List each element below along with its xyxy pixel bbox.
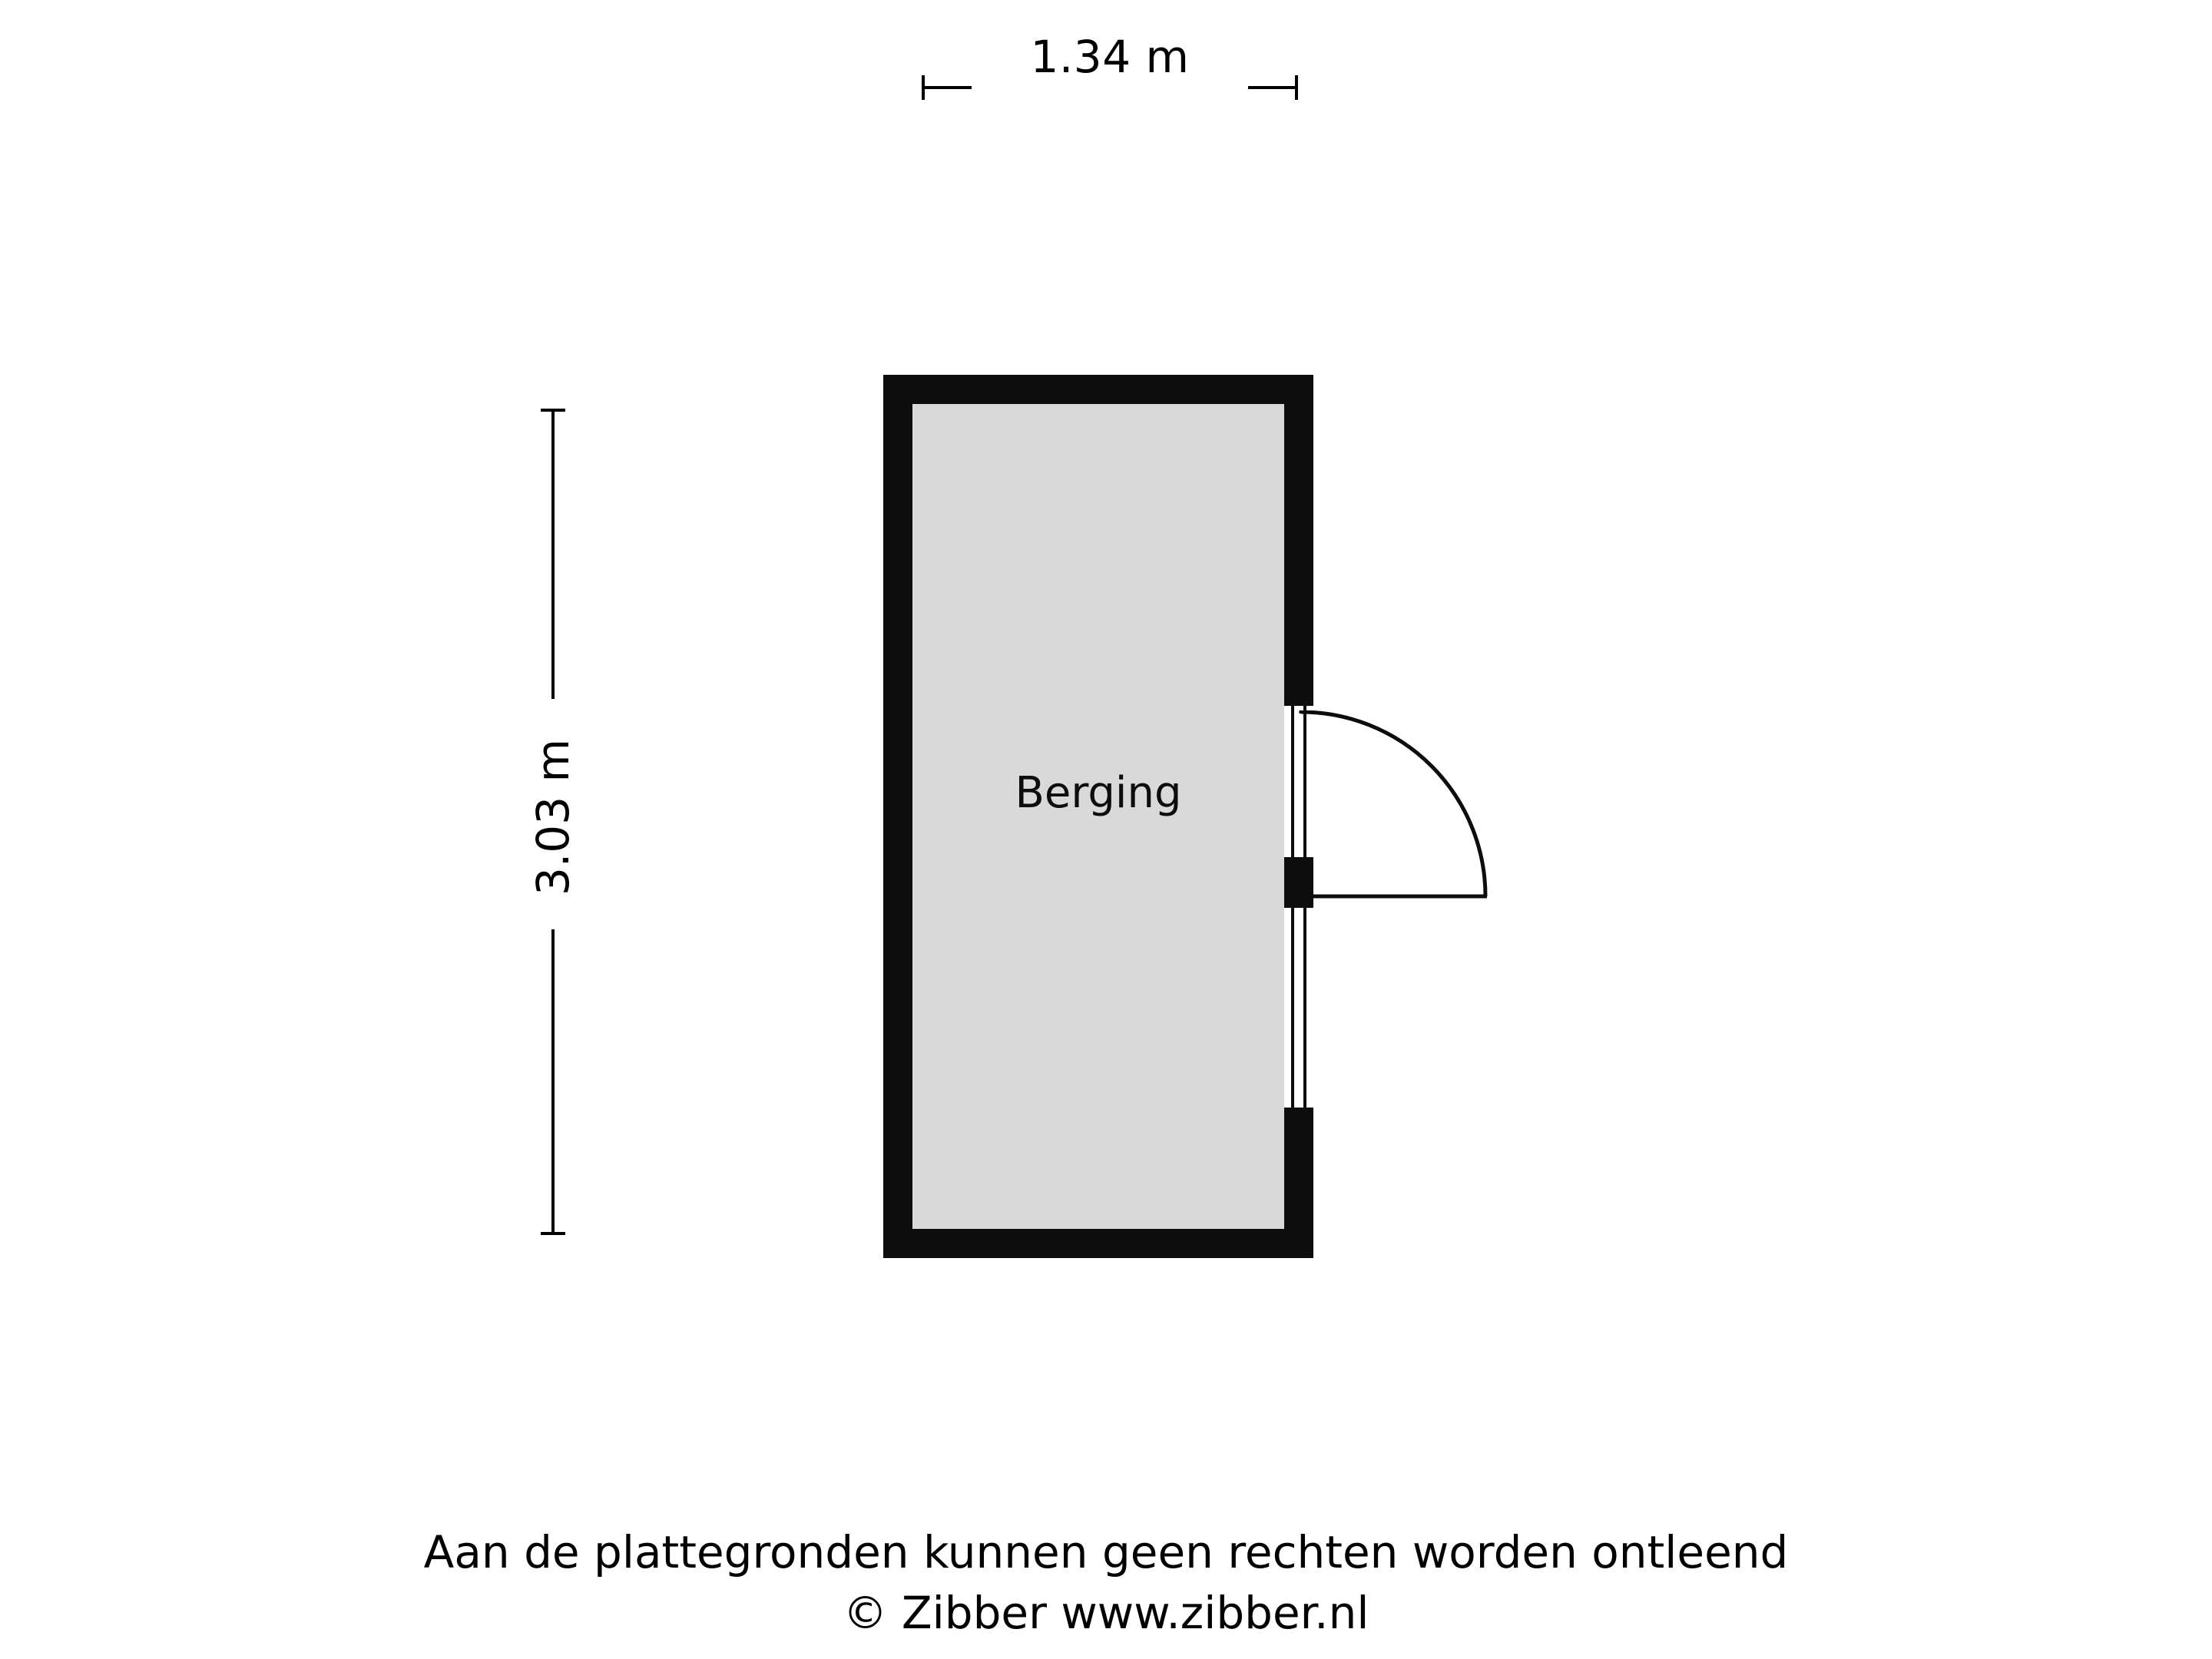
copyright-text: © Zibber www.zibber.nl (843, 1586, 1369, 1639)
height-dimension-label: 3.03 m (527, 738, 579, 896)
footer (0, 1525, 2212, 1641)
disclaimer-text: Aan de plattegronden kunnen geen rechten worden ontleend (423, 1526, 1789, 1578)
height-dimension (492, 399, 614, 1244)
width-dimension-label: 1.34 m (1030, 31, 1190, 83)
height-dimension-tick-bottom (541, 1232, 565, 1235)
height-dimension-tick-top (541, 409, 565, 412)
width-dimension (910, 31, 1310, 100)
door-swing-arc (1298, 710, 1505, 918)
window-opening (1284, 905, 1313, 1111)
room-outline (883, 375, 1313, 1258)
room-name-label: Berging (1015, 768, 1182, 818)
